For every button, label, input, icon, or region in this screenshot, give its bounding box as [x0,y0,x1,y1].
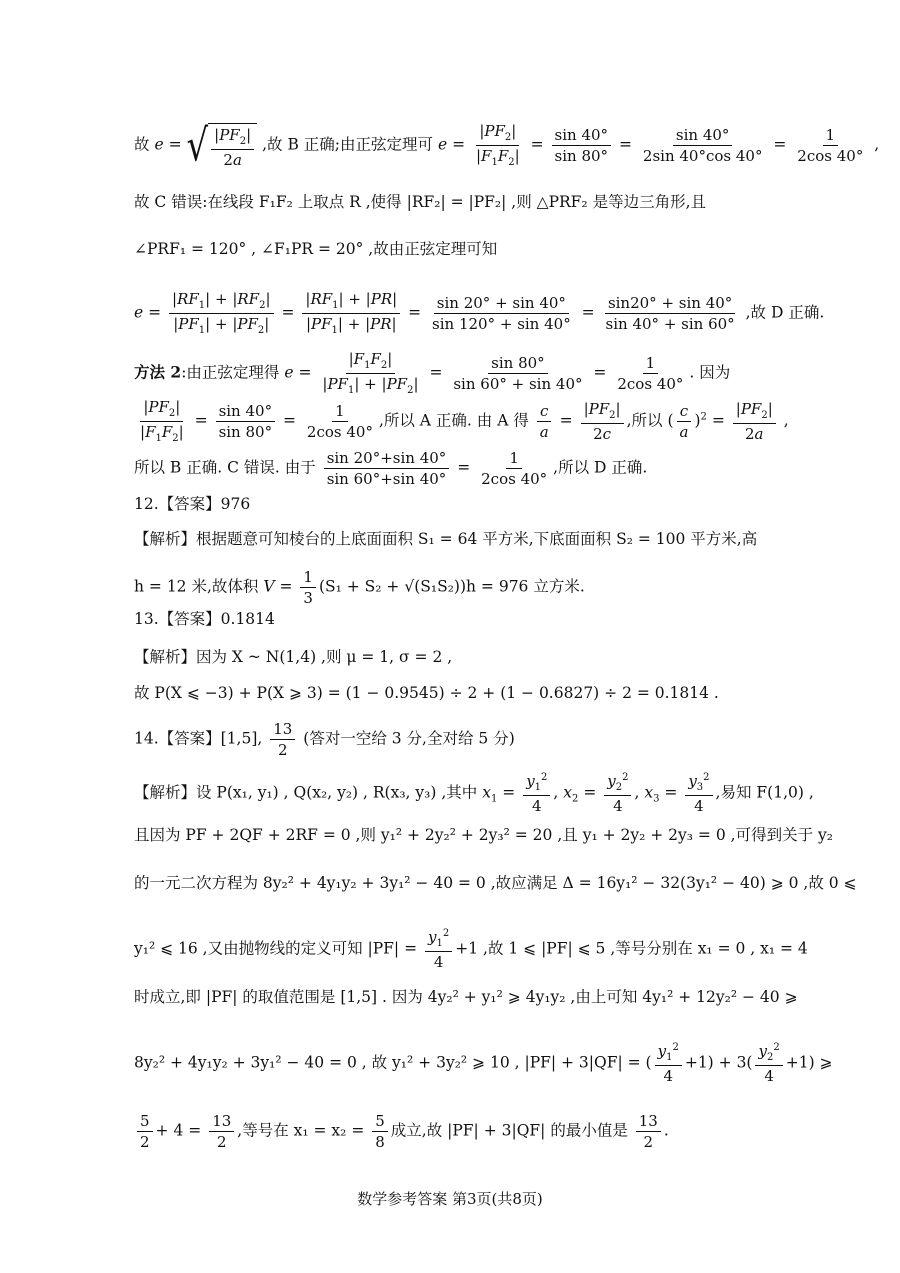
sqrt-expression: √ $\frac{|PF_2|}{2a}$ [186,123,257,169]
line-12: 【解析】因为 X ~ N(1,4) ,则 μ = 1, σ = 2 , [134,648,453,666]
line-14: 14.【答案】[1,5], $\frac{13}{2}$ (答对一空给 3 分,全对给 5 分) [134,720,515,759]
line-7: 所以 B 正确. C 错误. 由于 $\frac{\sin 20^\circ+\sin 40^\circ}{\sin 60^\circ+\sin 40^\circ}$ = $\frac{1}{2\cos 40^\circ}$ ,所以 D 正确. [134,449,648,488]
line-16: 且因为 PF + 2QF + 2RF = 0 ,则 y₁² + 2y₂² + 2y₃² = 20 ,且 y₁ + 2y₂ + 2y₃ = 0 ,可得到关于 y₂ [134,826,833,844]
line-3: ∠PRF₁ = 120° , ∠F₁PR = 20° ,故由正弦定理可知 [134,240,498,258]
line-5: 方法 2:由正弦定理得 e = $\frac{|F_1F_2|}{|PF_1| + |PF_2|}$ = $\frac{\sin 80^\circ}{\sin 60^\circ + \sin 40^\circ}$ = $\frac{1}{2\cos 40^\circ}$ . 因为 [134,350,731,396]
line-13: 故 P(X ⩽ −3) + P(X ⩾ 3) = (1 − 0.9545) ÷ 2 + (1 − 0.6827) ÷ 2 = 0.1814 . [134,684,719,702]
line-10: h = 12 米,故体积 V = $\frac{1}{3}$ (S₁ + S₂ + √(S₁S₂))h = 976 立方米. [134,568,585,607]
line-4: e = $\frac{|RF_1| + |RF_2|}{|PF_1| + |PF_2|}$ = $\frac{|RF_1| + |PR|}{|PF_1| + |PR|}$ = $\frac{\sin 20^\circ + \sin 40^\circ}{\sin 120^\circ + \sin 40^\circ}$ = $\frac{\sin 20^\circ + \sin 40^\circ}{\sin 40^\circ + \sin 60^\circ}$ ,故 D 正确. [134,290,825,336]
line-8: 12.【答案】976 [134,495,251,513]
line-19: 时成立,即 |PF| 的取值范围是 [1,5] . 因为 4y₂² + y₁² ⩾ 4y₁y₂ ,由上可知 4y₁² + 12y₂² − 40 ⩾ [134,988,798,1006]
line-21: $\frac{5}{2}$ + 4 = $\frac{13}{2}$ ,等号在 x₁ = x₂ = $\frac{5}{8}$ 成立,故 |PF| + 3|QF| 的最小值是 $\frac{13}{2}$ . [134,1112,780,1151]
page-footer: 数学参考答案 第3页(共8页) [357,1190,543,1208]
line-2: 故 C 错误:在线段 F₁F₂ 上取点 R ,使得 |RF₂| = |PF₂| ,则 △PRF₂ 是等边三角形,且 [134,193,706,211]
line-15: 【解析】设 P(x₁, y₁) , Q(x₂, y₂) , R(x₃, y₃) ,其中 $x_1$ = $\frac{y_1^2}{4}$ , $x_2$ = $\frac{y_2^2}{4}$ , $x_3$ = $\frac{y_3^2}{4}$ ,易知 F(1,0) , [134,772,814,815]
line-18: y₁² ⩽ 16 ,又由抛物线的定义可知 |PF| = $\frac{y_1^2}{4}$ +1 ,故 1 ⩽ |PF| ⩽ 5 ,等号分别在 x₁ = 0 , x₁ = 4 [134,928,808,971]
line-9: 【解析】根据题意可知棱台的上底面面积 S₁ = 64 平方米,下底面面积 S₂ = 100 平方米,高 [134,530,758,548]
line-20: 8y₂² + 4y₁y₂ + 3y₁² − 40 = 0 , 故 y₁² + 3y₂² ⩾ 10 , |PF| + 3|QF| = ( $\frac{y_1^2}{4}$ +1) + 3( $\frac{y_2^2}{4}$ +1) ⩾ [134,1042,833,1085]
line-11: 13.【答案】0.1814 [134,610,275,628]
line-6: $\frac{|PF_2|}{|F_1F_2|}$ = $\frac{\sin 40^\circ}{\sin 80^\circ}$ = $\frac{1}{2\cos 40^\circ}$ ,所以 A 正确. 由 A 得 $\frac{c}{a}$ = $\frac{|PF_2|}{2c}$ ,所以 ( $\frac{c}{a}$ )$^2$ = $\frac{|PF_2|}{2a}$ , [140,398,789,444]
line-17: 的一元二次方程为 8y₂² + 4y₁y₂ + 3y₁² − 40 = 0 ,故应满足 Δ = 16y₁² − 32(3y₁² − 40) ⩾ 0 ,故 0 ⩽ [134,874,857,892]
line-1: 故 e = √ $\frac{|PF_2|}{2a}$ ,故 B 正确;由正弦定理可 e = $\frac{|PF_2|}{|F_1F_2|}$ = $\frac{\sin 40^\circ}{\sin 80^\circ}$ = $\frac{\sin 40^\circ}{2\sin 40^\circ\cos 40^\circ}$ = $\frac{1}{2\cos 40^\circ}$ , [134,119,880,172]
